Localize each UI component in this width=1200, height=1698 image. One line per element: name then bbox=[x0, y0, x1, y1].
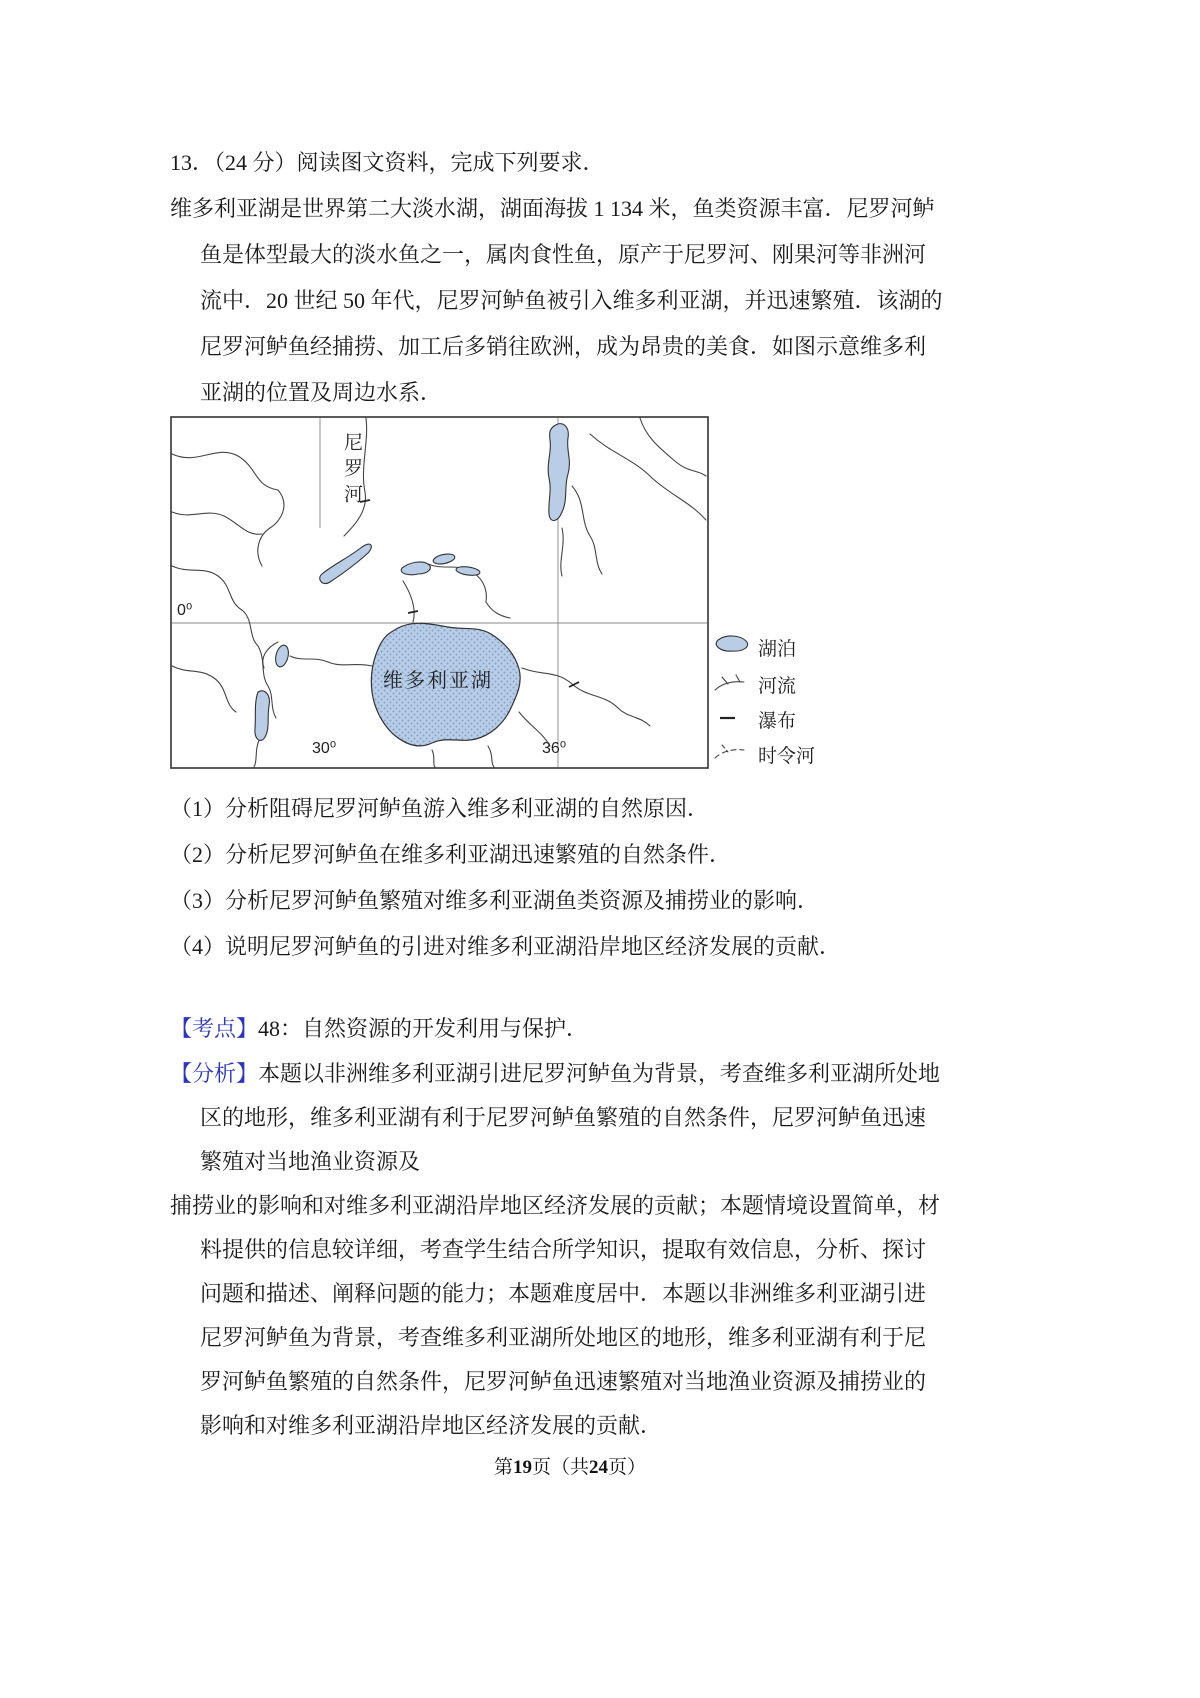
longitude-36-label: 36⁰ bbox=[542, 740, 567, 757]
footer-page-number: 19 bbox=[512, 1457, 532, 1478]
sub-question-line: （3）分析尼罗河鲈鱼繁殖对维多利亚湖鱼类资源及捕捞业的影响． bbox=[170, 888, 820, 913]
analysis-line: 问题和描述、阐释问题的能力；本题难度居中．本题以非洲维多利亚湖引进 bbox=[200, 1281, 927, 1306]
legend-seasonal-river-symbol bbox=[715, 750, 744, 758]
intro-line: 流中．20 世纪 50 年代，尼罗河鲈鱼被引入维多利亚湖，并迅速繁殖．该湖的 bbox=[200, 288, 943, 313]
analysis-line: 繁殖对当地渔业资源及 bbox=[200, 1149, 421, 1174]
legend-river-symbol bbox=[715, 682, 744, 690]
analysis-line: 区的地形，维多利亚湖有利于尼罗河鲈鱼繁殖的自然条件，尼罗河鲈鱼迅速 bbox=[200, 1105, 927, 1130]
legend-waterfall-label: 瀑布 bbox=[758, 711, 797, 732]
analysis-line bbox=[170, 1052, 970, 1096]
analysis-first-text: 本题以非洲维多利亚湖引进尼罗河鲈鱼为背景，考查维多利亚湖所处地 bbox=[258, 1061, 941, 1086]
legend-lake-symbol bbox=[716, 636, 747, 651]
longitude-30-label: 30⁰ bbox=[312, 740, 337, 757]
analysis-tag: 【分析】 bbox=[170, 1061, 259, 1086]
intro-line: 尼罗河鲈鱼经捕捞、加工后多销往欧洲，成为昂贵的美食．如图示意维多利 bbox=[200, 334, 927, 359]
exam-points-text: 48：自然资源的开发利用与保护． bbox=[258, 1016, 589, 1041]
footer-total-pages: 24 bbox=[589, 1457, 608, 1478]
intro-line: 维多利亚湖是世界第二大淡水湖，湖面海拔 1 134 米，鱼类资源丰富．尼罗河鲈 bbox=[170, 196, 935, 221]
legend-river-label: 河流 bbox=[758, 676, 797, 697]
footer-prefix: 第 bbox=[493, 1457, 513, 1478]
lake-victoria-map-figure bbox=[170, 416, 860, 770]
analysis-line: 尼罗河鲈鱼为背景，考查维多利亚湖所处地区的地形，维多利亚湖有利于尼 bbox=[200, 1325, 927, 1350]
page-footer bbox=[0, 1452, 1140, 1479]
intro-line: 鱼是体型最大的淡水鱼之一，属肉食性鱼，原产于尼罗河、刚果河等非洲河 bbox=[200, 242, 927, 267]
intro-line: 亚湖的位置及周边水系． bbox=[200, 380, 443, 405]
question-intro-paragraph bbox=[170, 186, 970, 416]
analysis-section bbox=[170, 1052, 970, 1448]
legend-river-symbol bbox=[722, 677, 728, 684]
exam-points-line bbox=[170, 1006, 970, 1052]
sub-question-line: （4）说明尼罗河鲈鱼的引进对维多利亚湖沿岸地区经济发展的贡献． bbox=[170, 934, 842, 959]
analysis-line: 罗河鲈鱼繁殖的自然条件，尼罗河鲈鱼迅速繁殖对当地渔业资源及捕捞业的 bbox=[200, 1369, 927, 1394]
sub-question-line: （1）分析阻碍尼罗河鲈鱼游入维多利亚湖的自然原因． bbox=[170, 796, 710, 821]
analysis-line: 料提供的信息较详细，考查学生结合所学知识，提取有效信息，分析、探讨 bbox=[200, 1237, 927, 1262]
sub-questions bbox=[170, 786, 970, 970]
question-heading: 13．（24 分）阅读图文资料，完成下列要求． bbox=[170, 150, 605, 175]
sub-question-line: （2）分析尼罗河鲈鱼在维多利亚湖迅速繁殖的自然条件． bbox=[170, 842, 732, 867]
legend-seasonal-river-symbol bbox=[722, 745, 728, 752]
footer-suffix: 页） bbox=[608, 1457, 647, 1478]
exam-points-tag: 【考点】 bbox=[170, 1016, 259, 1041]
footer-mid: 页（共 bbox=[531, 1457, 589, 1478]
lake-victoria-label: 维多利亚湖 bbox=[383, 670, 493, 692]
legend-symbols bbox=[715, 636, 748, 758]
question-block bbox=[170, 140, 970, 1448]
equator-label: 0⁰ bbox=[177, 602, 193, 619]
nile-river-label: 尼罗河 bbox=[341, 432, 362, 510]
legend-lake-label: 湖泊 bbox=[758, 639, 797, 660]
analysis-line: 影响和对维多利亚湖沿岸地区经济发展的贡献． bbox=[200, 1413, 663, 1438]
legend-river-symbol bbox=[736, 675, 740, 682]
analysis-line: 捕捞业的影响和对维多利亚湖沿岸地区经济发展的贡献；本题情境设置简单，材 bbox=[170, 1193, 941, 1218]
map-svg bbox=[170, 416, 860, 770]
legend-seasonal-river-label: 时令河 bbox=[758, 746, 816, 767]
